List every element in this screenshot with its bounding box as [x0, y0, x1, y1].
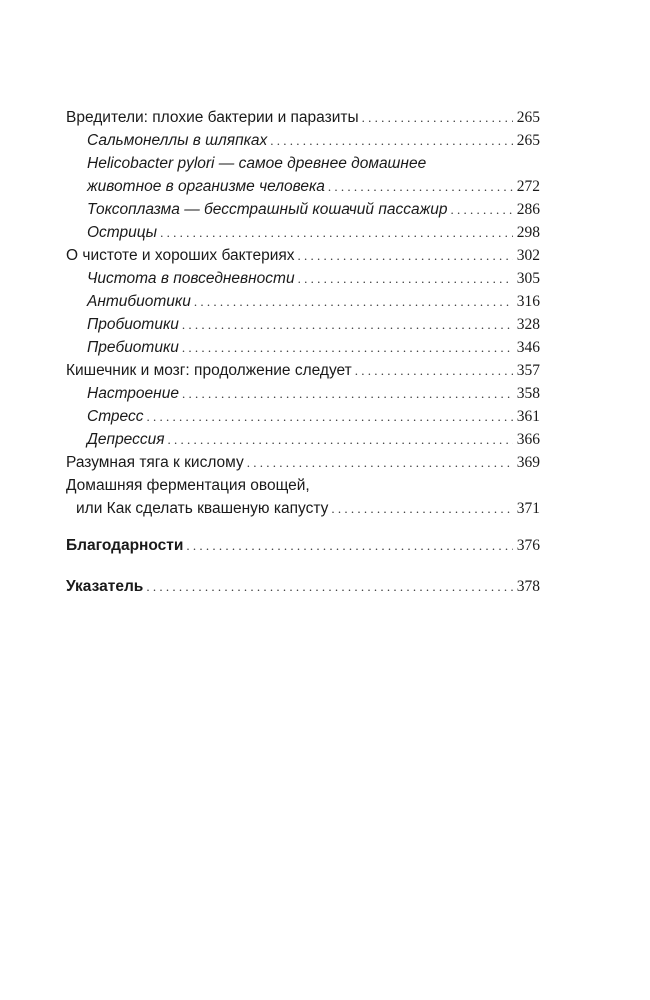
toc-entry-page: 265: [516, 132, 540, 149]
toc-entry-title: Благодарности: [66, 537, 184, 554]
dot-leader: [247, 451, 513, 474]
toc-entry-title: О чистоте и хороших бактериях: [66, 247, 295, 264]
toc-entry: [66, 474, 540, 497]
dot-leader: [355, 359, 513, 382]
toc-entry-title: Домашняя ферментация овощей,: [66, 477, 310, 494]
toc-subentry: [66, 221, 540, 244]
toc-subentry: [66, 267, 540, 290]
dot-leader: [182, 382, 513, 405]
toc-entry-continuation: [66, 497, 540, 520]
toc-entry-title: Вредители: плохие бактерии и паразиты: [66, 109, 359, 126]
toc-entry-page: 361: [516, 408, 540, 425]
toc-entry: [66, 451, 540, 474]
toc-entry-title: животное в организме человека: [87, 178, 325, 195]
toc-entry-page: 272: [516, 178, 540, 195]
toc-subentry: [66, 152, 540, 175]
toc-entry-page: 298: [516, 224, 540, 241]
dot-leader: [147, 405, 513, 428]
toc-subentry: [66, 405, 540, 428]
toc-entry: [66, 106, 540, 129]
toc-entry-title: Настроение: [87, 385, 179, 402]
toc-subentry: [66, 336, 540, 359]
dot-leader: [186, 534, 512, 557]
toc-entry-bold: [66, 575, 540, 598]
dot-leader: [298, 267, 513, 290]
dot-leader: [160, 221, 513, 244]
toc-entry-title: Антибиотики: [87, 293, 191, 310]
toc-entry-title: Кишечник и мозг: продолжение следует: [66, 362, 352, 379]
dot-leader: [194, 290, 513, 313]
dot-leader: [331, 497, 512, 520]
toc-subentry: [66, 382, 540, 405]
dot-leader: [451, 198, 513, 221]
toc-entry: [66, 244, 540, 267]
toc-entry-title: Helicobacter pylori — самое древнее домашнее: [87, 155, 427, 172]
toc-entry-page: 371: [516, 500, 540, 517]
dot-leader: [146, 575, 512, 598]
toc-entry-page: 286: [516, 201, 540, 218]
toc-subentry-continuation: [66, 175, 540, 198]
toc-entry-title: Депрессия: [87, 431, 165, 448]
toc-subentry: [66, 290, 540, 313]
toc-entry-title: Пребиотики: [87, 339, 179, 356]
toc-subentry: [66, 428, 540, 451]
dot-leader: [328, 175, 513, 198]
toc-entry-title: Указатель: [66, 578, 144, 595]
toc-entry-title: Разумная тяга к кислому: [66, 454, 244, 471]
section-gap: [66, 557, 540, 575]
dot-leader: [270, 129, 512, 152]
toc-entry-page: 305: [516, 270, 540, 287]
toc-subentry: [66, 198, 540, 221]
toc-entry-bold: [66, 534, 540, 557]
toc-entry-page: 369: [516, 454, 540, 471]
toc-entry-page: 265: [516, 109, 540, 126]
table-of-contents: [66, 106, 540, 598]
toc-entry-page: 376: [516, 537, 540, 554]
dot-leader: [182, 313, 513, 336]
toc-entry-page: 302: [516, 247, 540, 264]
toc-entry-page: 358: [516, 385, 540, 402]
toc-entry-title: Пробиотики: [87, 316, 179, 333]
toc-entry-page: 378: [516, 578, 540, 595]
dot-leader: [168, 428, 513, 451]
dot-leader: [298, 244, 513, 267]
toc-subentry: [66, 129, 540, 152]
toc-subentry: [66, 313, 540, 336]
toc-entry-title: Сальмонеллы в шляпках: [87, 132, 268, 149]
toc-entry-title: Чистота в повседневности: [87, 270, 295, 287]
section-gap: [66, 520, 540, 534]
toc-entry: [66, 359, 540, 382]
toc-entry-title: или Как сделать квашеную капусту: [76, 500, 329, 517]
toc-entry-title: Стресс: [87, 408, 144, 425]
toc-entry-title: Острицы: [87, 224, 158, 241]
toc-entry-page: 366: [516, 431, 540, 448]
dot-leader: [182, 336, 513, 359]
dot-leader: [362, 106, 513, 129]
toc-entry-page: 357: [516, 362, 540, 379]
toc-entry-title: Токсоплазма — бесстрашный кошачий пассажир: [87, 201, 448, 218]
toc-entry-page: 346: [516, 339, 540, 356]
toc-entry-page: 316: [516, 293, 540, 310]
toc-entry-page: 328: [516, 316, 540, 333]
